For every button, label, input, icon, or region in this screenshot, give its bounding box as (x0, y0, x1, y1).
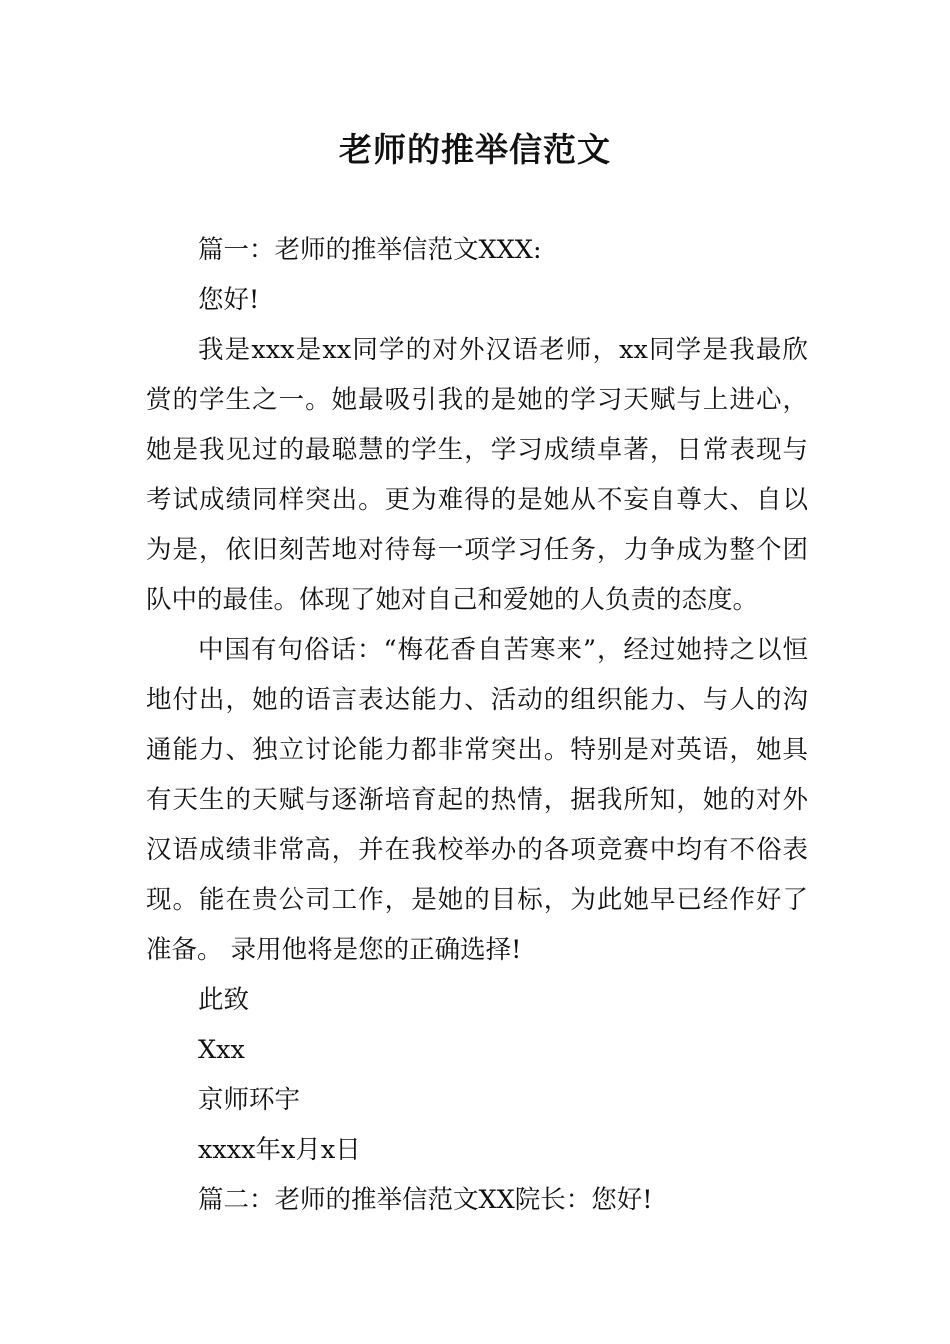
greeting: 您好! (198, 285, 260, 315)
letter-date: xxxx年x月x日 (198, 1135, 361, 1165)
paragraph-introduction: 我是xxx是xx同学的对外汉语老师，xx同学是我最欣赏的学生之一。她最吸引我的是她的学习天赋与上进心，她是我见过的最聪慧的学生，学习成绩卓著，日常表现与考试成绩同样突出。更为难得的是她从不妄自尊大、自以为是，依旧刻苦地对待每一项学习任务，力争成为整个团队中的最佳。体现了她对自己和爱她的人负责的态度。 (146, 335, 808, 615)
document-body (146, 225, 808, 1225)
paragraph-abilities: 中国有句俗话：“梅花香自苦寒来”，经过她持之以恒地付出，她的语言表达能力、活动的组织能力、与人的沟通能力、独立讨论能力都非常突出。特别是对英语，她具有天生的天赋与逐渐培育起的热情，据我所知，她的对外汉语成绩非常高，并在我校举办的各项竞赛中均有不俗表现。能在贵公司工作，是她的目标，为此她早已经作好了准备。 录用他将是您的正确选择! (146, 635, 808, 965)
sender-organization: 京师环宇 (198, 1085, 301, 1115)
closing-salutation: 此致 (198, 985, 250, 1015)
recipient-name: Xxx (198, 1035, 245, 1065)
heading-part-one: 篇一：老师的推举信范文XXX: (198, 235, 542, 265)
document-title: 老师的推举信范文 (339, 130, 611, 169)
heading-part-two: 篇二：老师的推举信范文XX院长：您好! (198, 1185, 653, 1215)
